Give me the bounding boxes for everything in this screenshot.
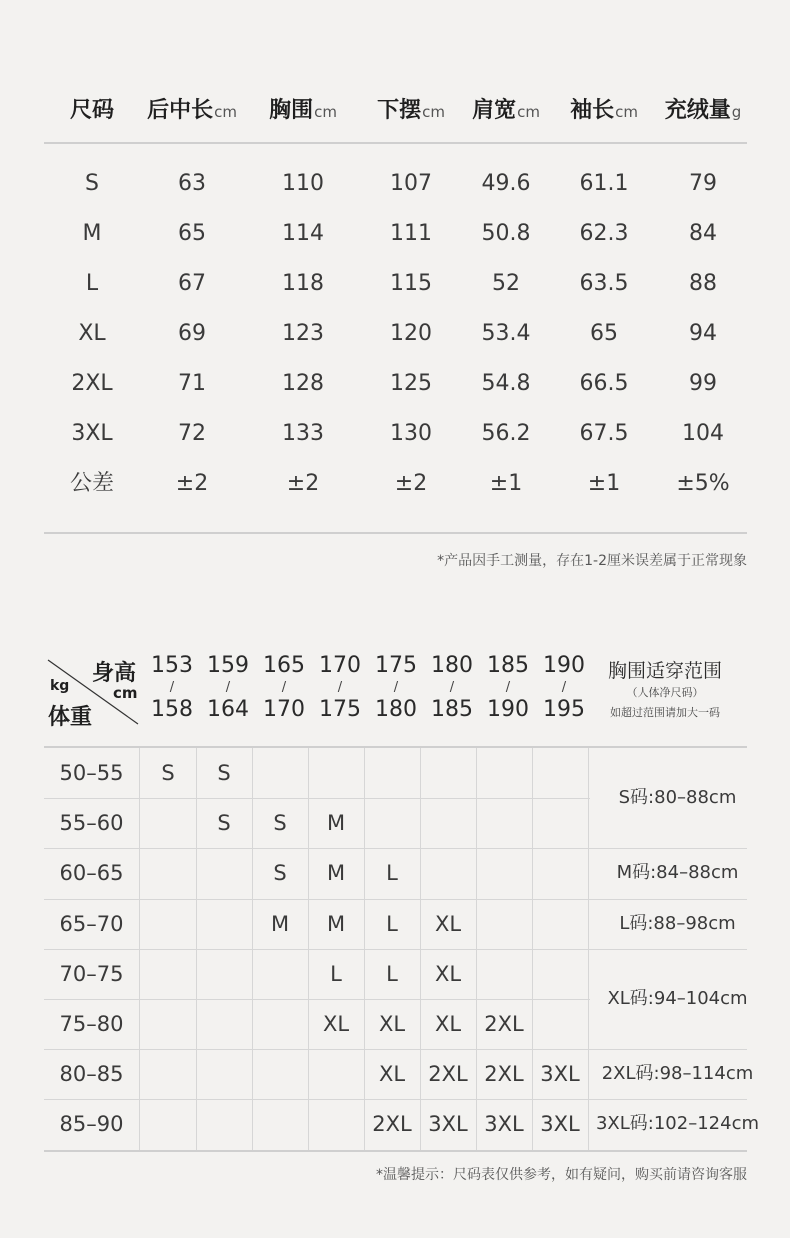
measurement-value: 71 [178,371,206,396]
weight-range-label: 65–70 [59,912,124,936]
recommended-size-cell: S [161,761,175,785]
measurement-value: 88 [689,271,717,296]
chest-range-value: 2XL码:98–114cm [601,1063,754,1084]
measurement-value: 120 [390,321,432,346]
height-range-value: 180 [375,697,417,722]
column-header-label: 下摆 [377,98,422,123]
height-range-separator: / [337,680,343,695]
height-range-separator: / [449,680,455,695]
weight-range-label: 85–90 [59,1112,124,1136]
table1-top-divider [44,142,747,144]
measurement-value: ±2 [394,471,428,496]
recommended-size-cell [308,1099,364,1149]
recommended-size-cell [196,949,252,999]
recommended-size-cell [252,1049,308,1099]
recommended-size-cell: 2XL [372,1112,412,1136]
measurement-value: 63.5 [579,271,629,296]
size-label: M [82,221,102,246]
recommended-size-cell: M [270,912,290,936]
measurement-note: *产品因手工测量，存在1-2厘米误差属于正常现象 [437,553,747,569]
table2-bottom-divider [44,1150,747,1152]
recommended-size-cell [532,848,588,898]
recommended-size-cell: S [273,811,287,835]
weight-unit: kg [50,678,70,694]
measurement-value: 118 [282,271,324,296]
measurement-value: 65 [590,321,618,346]
measurement-value: 72 [178,421,206,446]
measurement-value: 94 [689,321,717,346]
recommended-size-cell: XL [434,912,462,936]
measurement-value: 130 [390,421,432,446]
measurement-value: 66.5 [579,371,629,396]
measurement-value: 62.3 [579,221,629,246]
recommended-size-cell [532,748,588,798]
recommended-size-cell: S [217,811,231,835]
measurement-value: 114 [282,221,324,246]
recommended-size-cell: 2XL [428,1062,468,1086]
height-unit: cm [113,684,138,702]
column-header-unit: cm [615,103,638,121]
height-range-value: 185 [431,697,473,722]
measurement-value: 128 [282,371,324,396]
recommended-size-cell: 3XL [540,1062,580,1086]
recommended-size-cell: XL [434,962,462,986]
measurement-value: 54.8 [481,371,531,396]
column-header [570,95,638,128]
weight-range-label: 60–65 [59,861,124,885]
height-range-separator: / [225,680,231,695]
recommended-size-cell: 3XL [484,1112,524,1136]
recommended-size-cell: 2XL [484,1062,524,1086]
height-range-header [144,654,200,722]
size-label: 公差 [69,471,115,496]
measurement-value: 61.1 [579,171,629,196]
recommended-size-cell [196,1099,252,1149]
height-range-header [424,654,480,722]
measurement-value: 52 [492,271,520,296]
column-header [269,95,337,128]
measurement-value: 99 [689,371,717,396]
size-label: L [85,271,99,296]
recommended-size-cell: XL [434,1012,462,1036]
recommended-size-cell: L [386,962,398,986]
recommended-size-cell [196,899,252,949]
recommended-size-cell: XL [378,1062,406,1086]
recommended-size-cell [140,899,196,949]
measurement-value: 56.2 [481,421,531,446]
recommended-size-cell [364,748,420,798]
recommended-size-cell [420,798,476,848]
size-reference-note: *温馨提示：尺码表仅供参考，如有疑问，购买前请咨询客服 [376,1167,747,1183]
column-header [147,95,237,128]
column-header-label: 袖长 [570,98,615,123]
height-range-value: 164 [207,697,249,722]
recommended-size-cell [252,999,308,1049]
height-range-separator: / [281,680,287,695]
size-label: 3XL [71,421,113,446]
column-header-label: 后中长 [147,98,214,123]
recommended-size-cell: XL [378,1012,406,1036]
column-header-label: 尺码 [69,98,115,123]
measurement-value: 107 [390,171,432,196]
recommended-size-cell: 2XL [484,1012,524,1036]
chest-range-value: XL码:94–104cm [607,988,748,1009]
recommended-size-cell [252,748,308,798]
recommended-size-cell [140,999,196,1049]
height-range-value: 190 [543,653,585,678]
height-range-header [200,654,256,722]
column-header-unit: g [731,103,742,121]
recommended-size-cell: M [326,912,346,936]
height-range-value: 195 [543,697,585,722]
measurement-value: 111 [390,221,432,246]
weight-range-label: 50–55 [59,761,124,785]
height-range-header [368,654,424,722]
height-range-value: 190 [487,697,529,722]
measurement-value: ±1 [489,471,523,496]
measurement-value: ±1 [587,471,621,496]
recommended-size-cell [196,1049,252,1099]
measurement-value: 84 [689,221,717,246]
measurement-value: 115 [390,271,432,296]
recommended-size-cell: 3XL [428,1112,468,1136]
weight-range-label: 55–60 [59,811,124,835]
measurement-value: 104 [682,421,724,446]
column-header [377,95,445,128]
height-range-value: 185 [487,653,529,678]
measurement-value: 63 [178,171,206,196]
recommended-size-cell [532,999,588,1049]
height-range-separator: / [561,680,567,695]
recommended-size-cell: XL [322,1012,350,1036]
recommended-size-cell [252,949,308,999]
chest-range-value: 3XL码:102–124cm [595,1113,760,1134]
recommended-size-cell: M [326,811,346,835]
measurement-value: 67.5 [579,421,629,446]
recommended-size-cell [476,798,532,848]
recommended-size-cell: S [217,761,231,785]
recommended-size-cell [476,748,532,798]
recommended-size-cell [532,899,588,949]
recommended-size-cell [140,798,196,848]
recommended-size-cell [196,848,252,898]
height-range-header [256,654,312,722]
recommended-size-cell: S [273,861,287,885]
measurement-value: 123 [282,321,324,346]
height-range-header [536,654,592,722]
height-range-value: 153 [151,653,193,678]
measurement-value: 49.6 [481,171,531,196]
measurement-value: 50.8 [481,221,531,246]
measurement-value: 65 [178,221,206,246]
recommended-size-cell [420,748,476,798]
column-header [472,95,540,128]
chest-range-hint: 如超过范围请加大一码 [610,706,720,719]
height-range-value: 158 [151,697,193,722]
recommended-size-cell [476,848,532,898]
weight-label: 体重 [48,705,93,730]
recommended-size-cell [196,999,252,1049]
column-header [70,95,114,127]
weight-range-label: 70–75 [59,962,124,986]
recommended-size-cell [252,1099,308,1149]
measurement-value: 110 [282,171,324,196]
measurement-value: 79 [689,171,717,196]
chest-range-value: S码:80–88cm [618,787,737,808]
height-range-header [312,654,368,722]
column-header-label: 肩宽 [472,98,517,123]
column-header-label: 胸围 [269,98,314,123]
height-range-value: 165 [263,653,305,678]
recommended-size-cell: 3XL [540,1112,580,1136]
height-range-value: 170 [263,697,305,722]
recommended-size-cell [532,798,588,848]
height-label: 身高 [92,661,137,686]
size-label: S [85,171,99,196]
height-range-value: 159 [207,653,249,678]
height-range-separator: / [393,680,399,695]
recommended-size-cell [364,798,420,848]
column-header-unit: cm [517,103,540,121]
column-header-label: 充绒量 [664,98,731,123]
measurement-value: 53.4 [481,321,531,346]
height-range-value: 175 [319,697,361,722]
recommended-size-cell: L [330,962,342,986]
measurement-value: 69 [178,321,206,346]
measurement-value: ±5% [676,471,730,496]
measurement-value: 125 [390,371,432,396]
recommended-size-cell [140,1049,196,1099]
table2-column-line [588,748,589,1150]
measurement-value: 67 [178,271,206,296]
column-header [665,95,742,128]
column-header-unit: cm [314,103,337,121]
height-range-header [480,654,536,722]
chest-range-subtitle: （人体净尺码） [626,686,704,699]
chest-range-value: M码:84–88cm [616,862,739,883]
recommended-size-cell [308,1049,364,1099]
height-range-value: 170 [319,653,361,678]
column-header-unit: cm [214,103,237,121]
column-header-unit: cm [422,103,445,121]
recommended-size-cell: L [386,861,398,885]
recommended-size-cell [140,1099,196,1149]
size-label: 2XL [71,371,113,396]
recommended-size-cell: L [386,912,398,936]
measurement-value: ±2 [175,471,209,496]
chest-range-value: L码:88–98cm [619,913,736,934]
height-range-value: 180 [431,653,473,678]
measurement-value: ±2 [286,471,320,496]
recommended-size-cell [532,949,588,999]
size-label: XL [78,321,106,346]
recommended-size-cell [420,848,476,898]
recommended-size-cell: M [326,861,346,885]
recommended-size-cell [308,748,364,798]
recommended-size-cell [140,949,196,999]
chest-range-title: 胸围适穿范围 [607,660,722,682]
height-range-separator: / [505,680,511,695]
height-range-separator: / [169,680,175,695]
height-range-value: 175 [375,653,417,678]
recommended-size-cell [140,848,196,898]
recommended-size-cell [476,949,532,999]
weight-range-label: 75–80 [59,1012,124,1036]
table1-bottom-divider [44,532,747,534]
recommended-size-cell [476,899,532,949]
measurement-value: 133 [282,421,324,446]
weight-range-label: 80–85 [59,1062,124,1086]
